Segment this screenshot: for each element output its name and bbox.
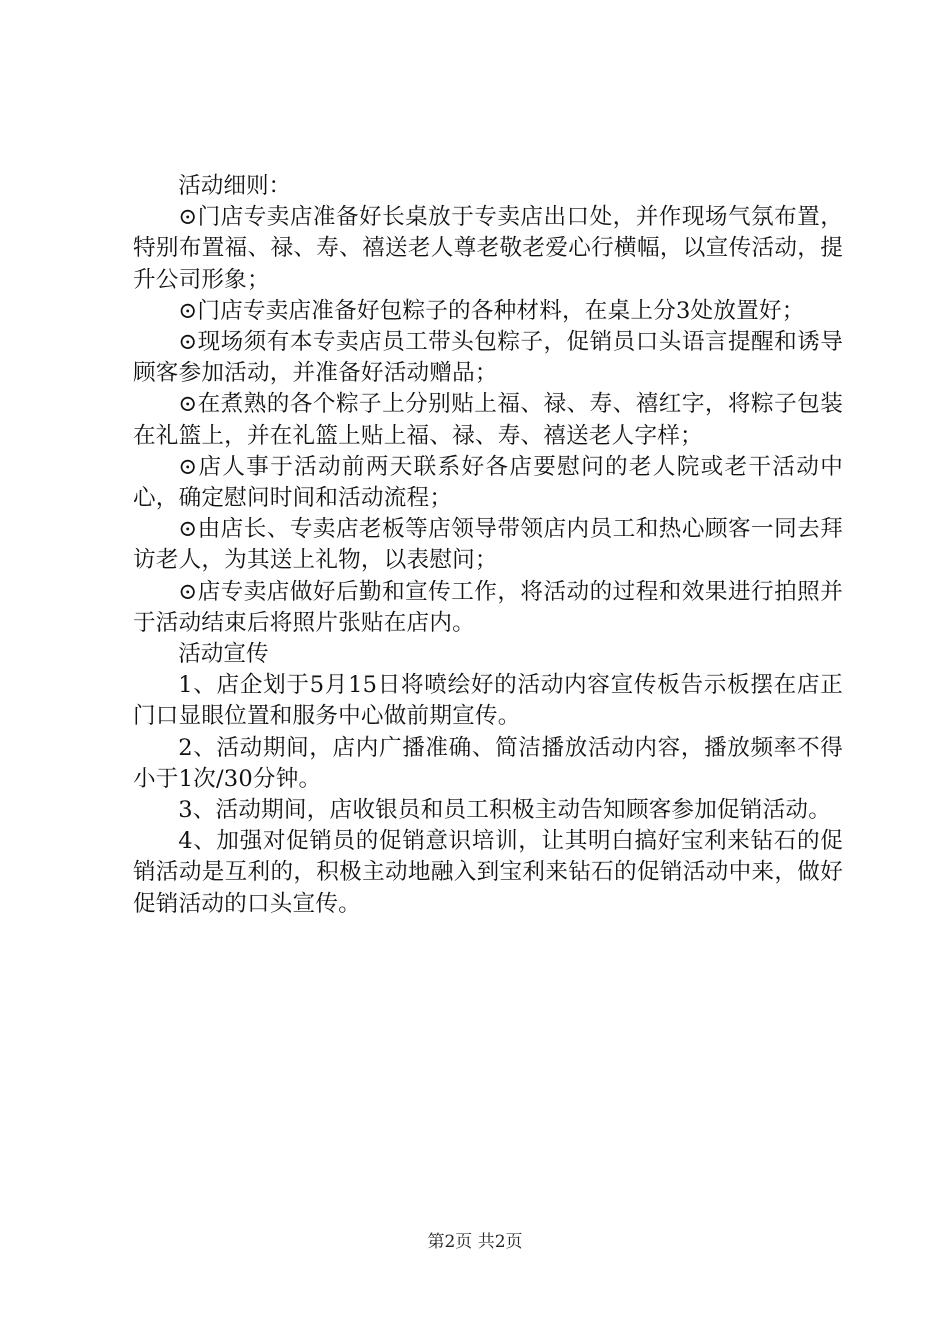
rule-item-3: ⊙现场须有本专卖店员工带头包粽子，促销员口头语言提醒和诱导顾客参加活动，并准备好活动赠品； <box>133 329 843 387</box>
rule-item-2: ⊙门店专卖店准备好包粽子的各种材料，在桌上分3处放置好； <box>178 297 805 324</box>
promotion-item-3: 3、活动期间，店收银员和员工积极主动告知顾客参加促销活动。 <box>178 797 831 824</box>
section-heading-rules: 活动细则： <box>178 173 292 199</box>
promotion-item-2: 2、活动期间，店内广播准确、简洁播放活动内容，播放频率不得小于1次/30分钟。 <box>133 734 843 792</box>
rule-item-7: ⊙店专卖店做好后勤和宣传工作，将活动的过程和效果进行拍照并于活动结束后将照片张贴在店内。 <box>133 578 843 636</box>
document-body <box>133 171 843 920</box>
section-heading-promotion: 活动宣传 <box>178 641 269 668</box>
rule-item-1: ⊙门店专卖店准备好长桌放于专卖店出口处，并作现场气氛布置，特别布置福、禄、寿、禧送老人尊老敬老爱心行横幅，以宣传活动，提升公司形象； <box>133 204 843 293</box>
rule-item-5: ⊙店人事于活动前两天联系好各店要慰问的老人院或老干活动中心，确定慰问时间和活动流程； <box>133 453 843 512</box>
rule-item-4: ⊙在煮熟的各个粽子上分别贴上福、禄、寿、禧红字，将粽子包装在礼篮上，并在礼篮上贴上福、禄、寿、禧送老人字样； <box>133 391 843 449</box>
rule-item-6: ⊙由店长、专卖店老板等店领导带领店内员工和热心顾客一同去拜访老人，为其送上礼物，以表慰问； <box>133 516 843 574</box>
page-footer: 第2页 共2页 <box>427 1232 523 1252</box>
promotion-item-1: 1、店企划于5月15日将喷绘好的活动内容宣传板告示板摆在店正门口显眼位置和服务中心做前期宣传。 <box>133 672 843 730</box>
promotion-item-4: 4、加强对促销员的促销意识培训，让其明白搞好宝利来钻石的促销活动是互利的，积极主动地融入到宝利来钻石的促销活动中来，做好促销活动的口头宣传。 <box>133 828 843 917</box>
